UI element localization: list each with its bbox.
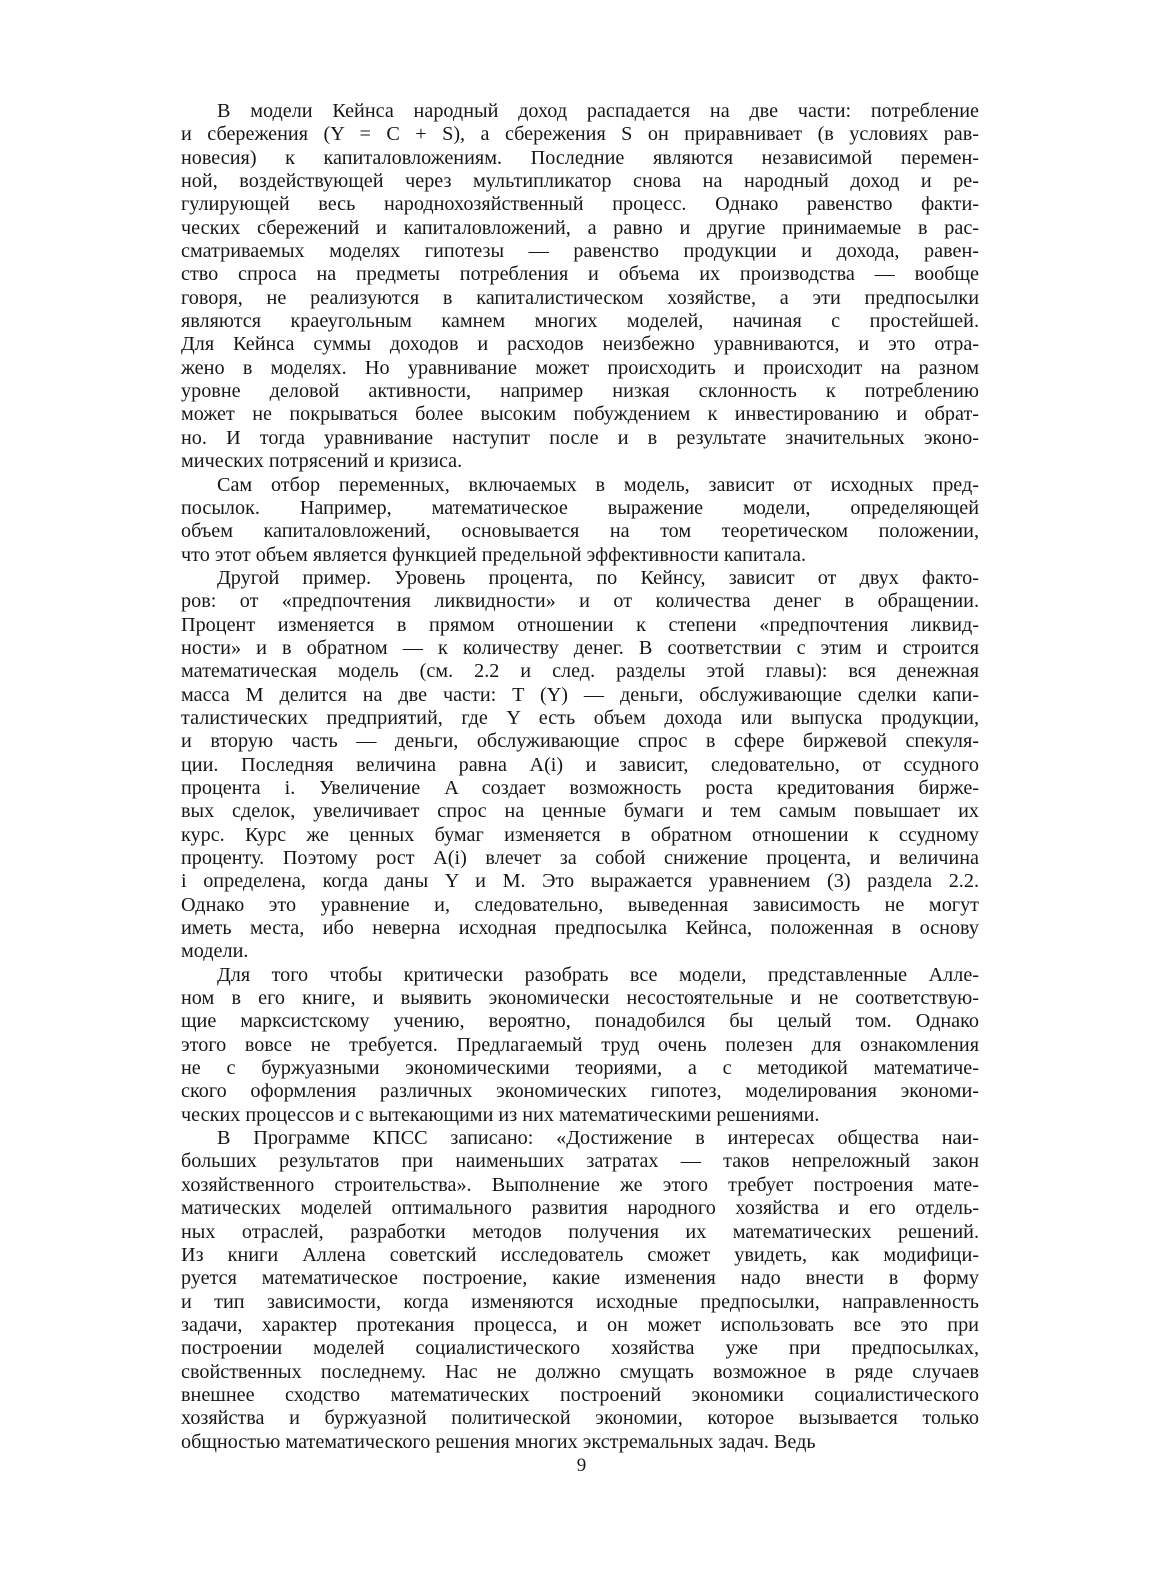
text-line: гулирующей весь народнохозяйственный процесс. Однако равенство факти- [181, 193, 979, 216]
paragraph [181, 567, 979, 964]
text-line: вых сделок, увеличивает спрос на ценные бумаги и тем самым повышает их [181, 800, 979, 823]
body-text [181, 100, 979, 1454]
text-line: может не покрываться более высоким побуждением к инвестированию и обрат- [181, 403, 979, 426]
text-line: мических потрясений и кризиса. [181, 450, 463, 473]
text-line: математическая модель (см. 2.2 и след. разделы этой главы): вся денежная [181, 660, 979, 683]
text-line: Процент изменяется в прямом отношении к степени «предпочтения ликвид- [181, 613, 979, 636]
page-number: 9 [576, 1455, 587, 1476]
text-line: и сбережения (Y = C + S), а сбережения S он приравнивает (в условиях рав- [181, 123, 979, 146]
text-line: иметь места, ибо неверна исходная предпосылка Кейнса, положенная в основу [181, 917, 979, 940]
text-line: жено в моделях. Но уравнивание может происходить и происходит на разном [181, 356, 979, 379]
text-line: не с буржуазными экономическими теориями, а с методикой математиче- [181, 1057, 979, 1080]
text-line: говоря, не реализуются в капиталистическом хозяйстве, а эти предпосылки [181, 286, 979, 309]
text-line: i определена, когда даны Y и M. Это выражается уравнением (3) раздела 2.2. [181, 870, 979, 893]
text-line: внешнее сходство математических построений экономики социалистического [181, 1383, 979, 1406]
text-line: курс. Курс же ценных бумаг изменяется в обратном отношении к ссудному [181, 823, 979, 846]
text-line: и вторую часть — деньги, обслуживающие спрос в сфере биржевой спекуля- [181, 730, 979, 753]
text-line: этого вовсе не требуется. Предлагаемый труд очень полезен для ознакомления [181, 1033, 979, 1056]
text-line: хозяйственного строительства». Выполнение же этого требует построения мате- [181, 1173, 979, 1196]
paragraph [181, 1127, 979, 1454]
text-line: модели. [181, 940, 249, 963]
text-line: объем капиталовложений, основывается на том теоретическом положении, [181, 520, 979, 543]
text-line: процента i. Увеличение A создает возможность роста кредитования бирже- [181, 776, 979, 799]
text-line: талистических предприятий, где Y есть объем дохода или выпуска продукции, [181, 706, 979, 729]
paragraph [181, 964, 979, 1127]
text-line: ров: от «предпочтения ликвидности» и от количества денег в обращении. [181, 590, 979, 613]
text-line: ции. Последняя величина равна A(i) и зависит, следовательно, от ссудного [181, 753, 979, 776]
text-line: но. И тогда уравнивание наступит после и в результате значительных эконо- [181, 426, 979, 449]
text-line: построении моделей социалистического хозяйства уже при предпосылках, [181, 1337, 979, 1360]
text-line: ческих процессов и с вытекающими из них математическими решениями. [181, 1103, 820, 1126]
text-line: новесия) к капиталовложениям. Последние являются независимой перемен- [181, 146, 979, 169]
text-line: и тип зависимости, когда изменяются исходные предпосылки, направленность [181, 1290, 979, 1313]
text-line: свойственных последнему. Нас не должно смущать возможное в ряде случаев [181, 1360, 979, 1383]
paragraph [181, 100, 979, 474]
text-line: Из книги Аллена советский исследователь сможет увидеть, как модифици- [181, 1243, 979, 1266]
text-line: ности» и в обратном — к количеству денег. В соответствии с этим и строится [181, 636, 979, 659]
text-line: Для того чтобы критически разобрать все модели, представленные Алле- [217, 963, 979, 986]
text-line: ных отраслей, разработки методов получения их математических решений. [181, 1220, 979, 1243]
text-line: посылок. Например, математическое выражение модели, определяющей [181, 496, 979, 519]
text-line: В Программе КПСС записано: «Достижение в интересах общества наи- [217, 1127, 979, 1150]
text-line: являются краеугольным камнем многих моделей, начиная с простейшей. [181, 310, 979, 333]
text-line: масса M делится на две части: T (Y) — деньги, обслуживающие сделки капи- [181, 683, 979, 706]
text-line: хозяйства и буржуазной политической экономии, которое вызывается только [181, 1407, 979, 1430]
text-line: сматриваемых моделях гипотезы — равенство продукции и дохода, равен- [181, 240, 979, 263]
text-line: ство спроса на предметы потребления и объема их производства — вообще [181, 263, 979, 286]
text-line: ном в его книге, и выявить экономически несостоятельные и не соответствую- [181, 987, 979, 1010]
text-line: ческих сбережений и капиталовложений, а равно и другие принимаемые в рас- [181, 216, 979, 239]
text-line: В модели Кейнса народный доход распадается на две части: потребление [217, 100, 979, 122]
paragraph [181, 474, 979, 567]
text-line: уровне деловой активности, например низкая склонность к потреблению [181, 380, 979, 403]
text-line: задачи, характер протекания процесса, и он может использовать все это при [181, 1313, 979, 1336]
text-line: Сам отбор переменных, включаемых в модель, зависит от исходных пред- [217, 473, 979, 496]
text-line: ной, воздействующей через мультипликатор снова на народный доход и ре- [181, 170, 979, 193]
text-line: ского оформления различных экономических гипотез, моделирования экономи- [181, 1080, 979, 1103]
text-line: Для Кейнса суммы доходов и расходов неизбежно уравниваются, и это отра- [181, 333, 979, 356]
text-line: Другой пример. Уровень процента, по Кейнсу, зависит от двух факто- [217, 566, 979, 589]
text-line: Однако это уравнение и, следовательно, выведенная зависимость не могут [181, 893, 979, 916]
text-line: щие марксистскому учению, вероятно, понадобился бы целый том. Однако [181, 1010, 979, 1033]
text-line: что этот объем является функцией предельной эффективности капитала. [181, 543, 807, 566]
text-line: общностью математического решения многих экстремальных задач. Ведь [181, 1430, 816, 1453]
text-line: руется математическое построение, какие изменения надо внести в форму [181, 1267, 979, 1290]
text-line: матических моделей оптимального развития народного хозяйства и его отдель- [181, 1197, 979, 1220]
text-line: больших результатов при наименьших затратах — таков непреложный закон [181, 1150, 979, 1173]
text-line: проценту. Поэтому рост A(i) влечет за собой снижение процента, и величина [181, 847, 979, 869]
